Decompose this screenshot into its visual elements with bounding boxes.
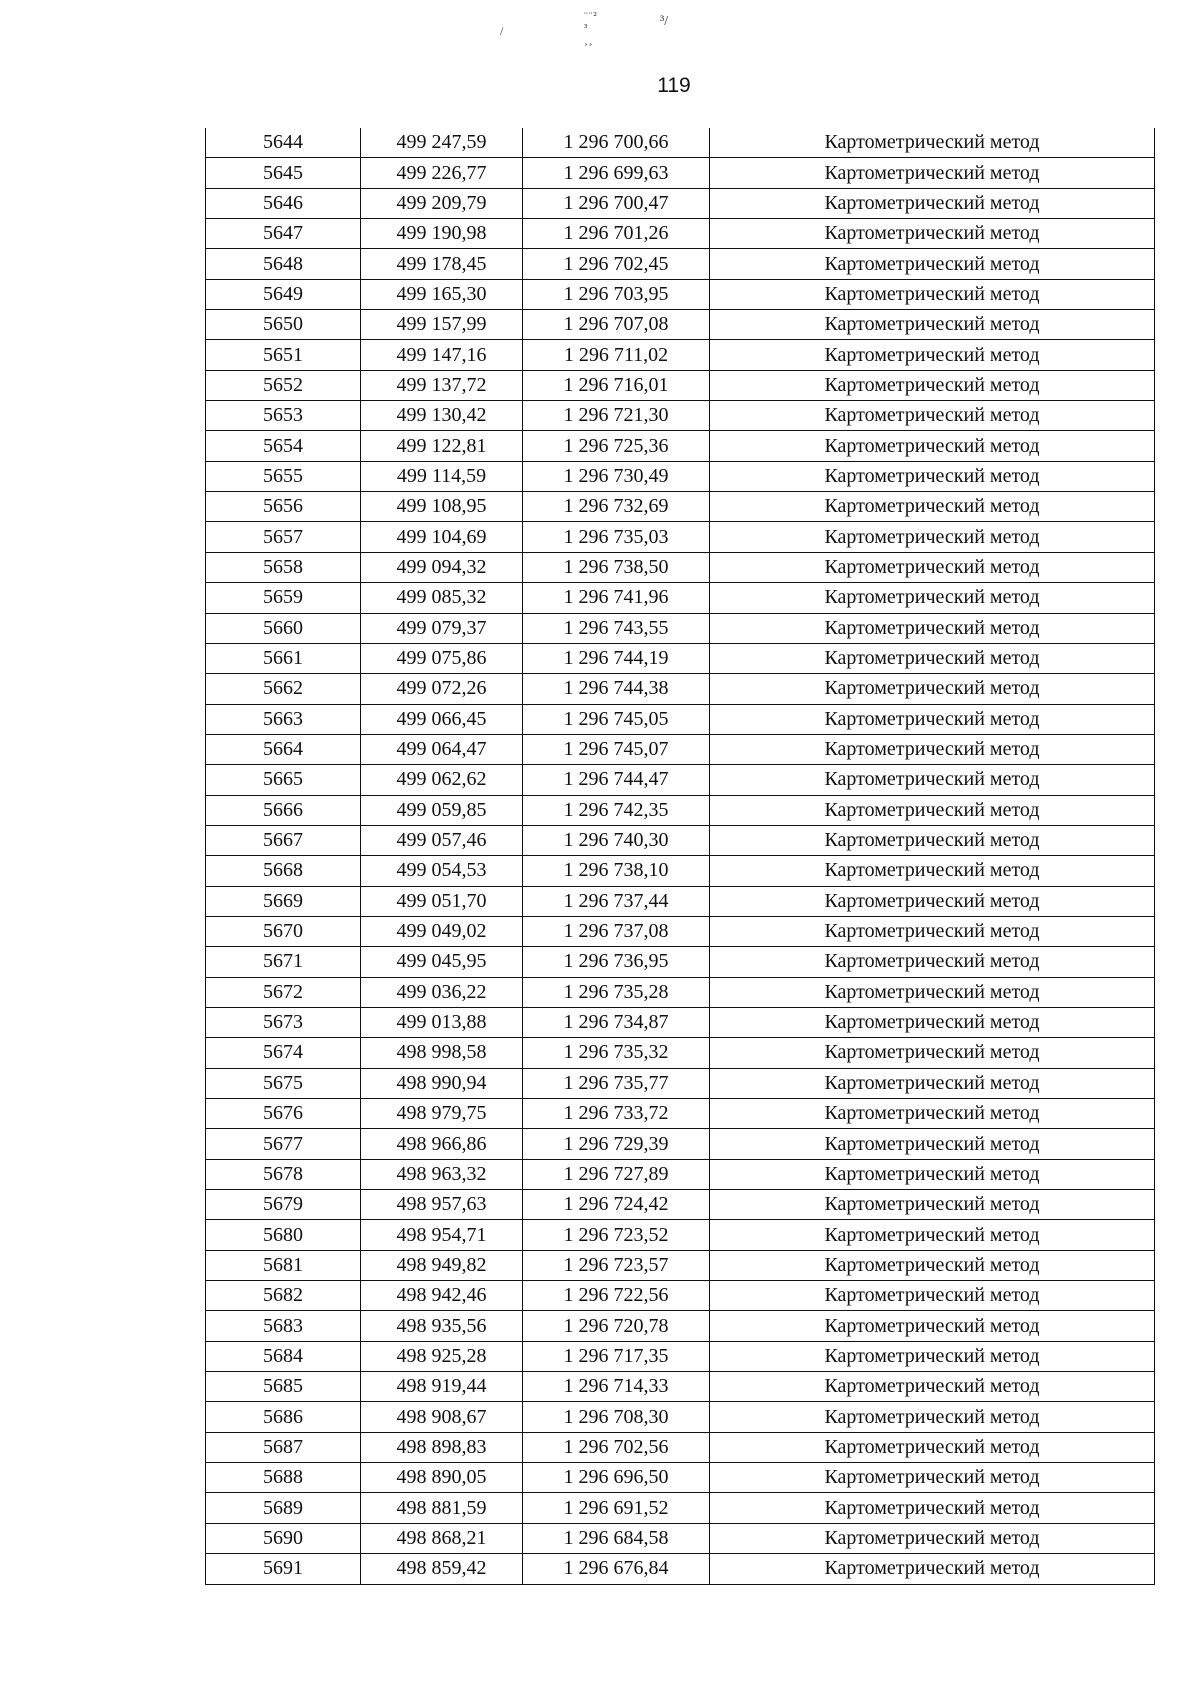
x-coordinate-cell: 499 104,69 <box>361 522 523 552</box>
x-coordinate-cell: 499 178,45 <box>361 249 523 279</box>
method-cell: Картометрический метод <box>710 158 1155 188</box>
table-row <box>206 279 1155 309</box>
method-cell: Картометрический метод <box>710 1341 1155 1371</box>
table-row <box>206 1220 1155 1250</box>
point-number-cell: 5670 <box>206 916 361 946</box>
y-coordinate-cell: 1 296 733,72 <box>523 1099 710 1129</box>
point-number-cell: 5665 <box>206 765 361 795</box>
point-number-cell: 5658 <box>206 552 361 582</box>
x-coordinate-cell: 499 079,37 <box>361 613 523 643</box>
table-row <box>206 1523 1155 1553</box>
table-row <box>206 1281 1155 1311</box>
method-cell: Картометрический метод <box>710 704 1155 734</box>
method-cell: Картометрический метод <box>710 1220 1155 1250</box>
method-cell: Картометрический метод <box>710 1311 1155 1341</box>
point-number-cell: 5661 <box>206 643 361 673</box>
x-coordinate-cell: 499 051,70 <box>361 886 523 916</box>
y-coordinate-cell: 1 296 676,84 <box>523 1554 710 1584</box>
point-number-cell: 5674 <box>206 1038 361 1068</box>
y-coordinate-cell: 1 296 735,32 <box>523 1038 710 1068</box>
method-cell: Картометрический метод <box>710 461 1155 491</box>
method-cell: Картометрический метод <box>710 1250 1155 1280</box>
method-cell: Картометрический метод <box>710 552 1155 582</box>
method-cell: Картометрический метод <box>710 886 1155 916</box>
point-number-cell: 5678 <box>206 1159 361 1189</box>
x-coordinate-cell: 498 868,21 <box>361 1523 523 1553</box>
y-coordinate-cell: 1 296 702,45 <box>523 249 710 279</box>
table-row <box>206 1099 1155 1129</box>
method-cell: Картометрический метод <box>710 674 1155 704</box>
y-coordinate-cell: 1 296 703,95 <box>523 279 710 309</box>
point-number-cell: 5675 <box>206 1068 361 1098</box>
method-cell: Картометрический метод <box>710 1129 1155 1159</box>
x-coordinate-cell: 498 954,71 <box>361 1220 523 1250</box>
x-coordinate-cell: 499 064,47 <box>361 734 523 764</box>
method-cell: Картометрический метод <box>710 734 1155 764</box>
y-coordinate-cell: 1 296 699,63 <box>523 158 710 188</box>
table-row <box>206 916 1155 946</box>
x-coordinate-cell: 499 114,59 <box>361 461 523 491</box>
x-coordinate-cell: 499 075,86 <box>361 643 523 673</box>
method-cell: Картометрический метод <box>710 492 1155 522</box>
x-coordinate-cell: 498 979,75 <box>361 1099 523 1129</box>
point-number-cell: 5685 <box>206 1372 361 1402</box>
point-number-cell: 5683 <box>206 1311 361 1341</box>
method-cell: Картометрический метод <box>710 522 1155 552</box>
point-number-cell: 5652 <box>206 370 361 400</box>
point-number-cell: 5647 <box>206 219 361 249</box>
x-coordinate-cell: 498 998,58 <box>361 1038 523 1068</box>
point-number-cell: 5653 <box>206 401 361 431</box>
method-cell: Картометрический метод <box>710 1099 1155 1129</box>
point-number-cell: 5656 <box>206 492 361 522</box>
y-coordinate-cell: 1 296 734,87 <box>523 1007 710 1037</box>
page-number: 119 <box>657 74 691 97</box>
point-number-cell: 5664 <box>206 734 361 764</box>
table-row <box>206 795 1155 825</box>
y-coordinate-cell: 1 296 708,30 <box>523 1402 710 1432</box>
table-row <box>206 370 1155 400</box>
y-coordinate-cell: 1 296 684,58 <box>523 1523 710 1553</box>
x-coordinate-cell: 498 881,59 <box>361 1493 523 1523</box>
y-coordinate-cell: 1 296 707,08 <box>523 310 710 340</box>
x-coordinate-cell: 498 859,42 <box>361 1554 523 1584</box>
x-coordinate-cell: 498 925,28 <box>361 1341 523 1371</box>
table-row <box>206 1038 1155 1068</box>
point-number-cell: 5668 <box>206 856 361 886</box>
method-cell: Картометрический метод <box>710 1463 1155 1493</box>
method-cell: Картометрический метод <box>710 431 1155 461</box>
y-coordinate-cell: 1 296 738,50 <box>523 552 710 582</box>
point-number-cell: 5687 <box>206 1432 361 1462</box>
x-coordinate-cell: 499 059,85 <box>361 795 523 825</box>
table-row <box>206 583 1155 613</box>
point-number-cell: 5677 <box>206 1129 361 1159</box>
table-row <box>206 249 1155 279</box>
x-coordinate-cell: 499 122,81 <box>361 431 523 461</box>
table-row <box>206 219 1155 249</box>
x-coordinate-cell: 498 890,05 <box>361 1463 523 1493</box>
method-cell: Картометрический метод <box>710 1068 1155 1098</box>
table-row <box>206 310 1155 340</box>
point-number-cell: 5667 <box>206 825 361 855</box>
y-coordinate-cell: 1 296 742,35 <box>523 795 710 825</box>
table-row <box>206 886 1155 916</box>
method-cell: Картометрический метод <box>710 613 1155 643</box>
x-coordinate-cell: 498 908,67 <box>361 1402 523 1432</box>
point-number-cell: 5672 <box>206 977 361 1007</box>
table-row <box>206 401 1155 431</box>
y-coordinate-cell: 1 296 701,26 <box>523 219 710 249</box>
table-row <box>206 522 1155 552</box>
x-coordinate-cell: 499 072,26 <box>361 674 523 704</box>
y-coordinate-cell: 1 296 744,38 <box>523 674 710 704</box>
table-row <box>206 1493 1155 1523</box>
point-number-cell: 5681 <box>206 1250 361 1280</box>
x-coordinate-cell: 498 990,94 <box>361 1068 523 1098</box>
table-row <box>206 674 1155 704</box>
method-cell: Картометрический метод <box>710 583 1155 613</box>
point-number-cell: 5666 <box>206 795 361 825</box>
point-number-cell: 5689 <box>206 1493 361 1523</box>
table-row <box>206 1250 1155 1280</box>
x-coordinate-cell: 499 108,95 <box>361 492 523 522</box>
point-number-cell: 5651 <box>206 340 361 370</box>
point-number-cell: 5645 <box>206 158 361 188</box>
method-cell: Картометрический метод <box>710 1159 1155 1189</box>
point-number-cell: 5660 <box>206 613 361 643</box>
x-coordinate-cell: 499 147,16 <box>361 340 523 370</box>
y-coordinate-cell: 1 296 714,33 <box>523 1372 710 1402</box>
table-row <box>206 1007 1155 1037</box>
table-row <box>206 704 1155 734</box>
table-row <box>206 340 1155 370</box>
x-coordinate-cell: 498 919,44 <box>361 1372 523 1402</box>
table-row <box>206 1554 1155 1584</box>
y-coordinate-cell: 1 296 729,39 <box>523 1129 710 1159</box>
x-coordinate-cell: 499 190,98 <box>361 219 523 249</box>
table-row <box>206 158 1155 188</box>
table-row <box>206 1341 1155 1371</box>
method-cell: Картометрический метод <box>710 401 1155 431</box>
method-cell: Картометрический метод <box>710 947 1155 977</box>
x-coordinate-cell: 499 226,77 <box>361 158 523 188</box>
method-cell: Картометрический метод <box>710 249 1155 279</box>
table-row <box>206 613 1155 643</box>
x-coordinate-cell: 499 062,62 <box>361 765 523 795</box>
method-cell: Картометрический метод <box>710 856 1155 886</box>
method-cell: Картометрический метод <box>710 916 1155 946</box>
point-number-cell: 5686 <box>206 1402 361 1432</box>
y-coordinate-cell: 1 296 737,44 <box>523 886 710 916</box>
point-number-cell: 5649 <box>206 279 361 309</box>
method-cell: Картометрический метод <box>710 1190 1155 1220</box>
x-coordinate-cell: 499 013,88 <box>361 1007 523 1037</box>
x-coordinate-cell: 499 057,46 <box>361 825 523 855</box>
y-coordinate-cell: 1 296 702,56 <box>523 1432 710 1462</box>
table-row <box>206 1159 1155 1189</box>
table-row <box>206 1463 1155 1493</box>
y-coordinate-cell: 1 296 711,02 <box>523 340 710 370</box>
point-number-cell: 5659 <box>206 583 361 613</box>
x-coordinate-cell: 499 066,45 <box>361 704 523 734</box>
x-coordinate-cell: 499 049,02 <box>361 916 523 946</box>
method-cell: Картометрический метод <box>710 977 1155 1007</box>
method-cell: Картометрический метод <box>710 219 1155 249</box>
point-number-cell: 5688 <box>206 1463 361 1493</box>
point-number-cell: 5646 <box>206 188 361 218</box>
x-coordinate-cell: 498 942,46 <box>361 1281 523 1311</box>
y-coordinate-cell: 1 296 730,49 <box>523 461 710 491</box>
y-coordinate-cell: 1 296 735,03 <box>523 522 710 552</box>
y-coordinate-cell: 1 296 744,19 <box>523 643 710 673</box>
method-cell: Картометрический метод <box>710 188 1155 218</box>
table-row <box>206 188 1155 218</box>
y-coordinate-cell: 1 296 737,08 <box>523 916 710 946</box>
x-coordinate-cell: 499 036,22 <box>361 977 523 1007</box>
method-cell: Картометрический метод <box>710 1493 1155 1523</box>
coordinates-table-body <box>206 128 1155 1584</box>
table-row <box>206 1372 1155 1402</box>
y-coordinate-cell: 1 296 700,47 <box>523 188 710 218</box>
table-row <box>206 1402 1155 1432</box>
point-number-cell: 5662 <box>206 674 361 704</box>
y-coordinate-cell: 1 296 717,35 <box>523 1341 710 1371</box>
scan-mark: ³/ <box>660 14 669 29</box>
x-coordinate-cell: 499 054,53 <box>361 856 523 886</box>
table-row <box>206 765 1155 795</box>
x-coordinate-cell: 498 957,63 <box>361 1190 523 1220</box>
y-coordinate-cell: 1 296 743,55 <box>523 613 710 643</box>
point-number-cell: 5669 <box>206 886 361 916</box>
point-number-cell: 5657 <box>206 522 361 552</box>
method-cell: Картометрический метод <box>710 1372 1155 1402</box>
method-cell: Картометрический метод <box>710 795 1155 825</box>
y-coordinate-cell: 1 296 741,96 <box>523 583 710 613</box>
point-number-cell: 5684 <box>206 1341 361 1371</box>
y-coordinate-cell: 1 296 700,66 <box>523 128 710 158</box>
table-row <box>206 643 1155 673</box>
point-number-cell: 5644 <box>206 128 361 158</box>
y-coordinate-cell: 1 296 740,30 <box>523 825 710 855</box>
table-row <box>206 977 1155 1007</box>
point-number-cell: 5648 <box>206 249 361 279</box>
x-coordinate-cell: 499 085,32 <box>361 583 523 613</box>
x-coordinate-cell: 499 130,42 <box>361 401 523 431</box>
y-coordinate-cell: 1 296 722,56 <box>523 1281 710 1311</box>
y-coordinate-cell: 1 296 720,78 <box>523 1311 710 1341</box>
method-cell: Картометрический метод <box>710 1038 1155 1068</box>
y-coordinate-cell: 1 296 735,77 <box>523 1068 710 1098</box>
method-cell: Картометрический метод <box>710 279 1155 309</box>
point-number-cell: 5663 <box>206 704 361 734</box>
method-cell: Картометрический метод <box>710 1554 1155 1584</box>
table-row <box>206 552 1155 582</box>
x-coordinate-cell: 499 165,30 <box>361 279 523 309</box>
y-coordinate-cell: 1 296 735,28 <box>523 977 710 1007</box>
table-row <box>206 1129 1155 1159</box>
point-number-cell: 5671 <box>206 947 361 977</box>
table-row <box>206 947 1155 977</box>
y-coordinate-cell: 1 296 744,47 <box>523 765 710 795</box>
table-row <box>206 461 1155 491</box>
point-number-cell: 5690 <box>206 1523 361 1553</box>
method-cell: Картометрический метод <box>710 1523 1155 1553</box>
y-coordinate-cell: 1 296 723,57 <box>523 1250 710 1280</box>
y-coordinate-cell: 1 296 696,50 <box>523 1463 710 1493</box>
x-coordinate-cell: 498 966,86 <box>361 1129 523 1159</box>
y-coordinate-cell: 1 296 738,10 <box>523 856 710 886</box>
x-coordinate-cell: 499 209,79 <box>361 188 523 218</box>
y-coordinate-cell: 1 296 745,05 <box>523 704 710 734</box>
x-coordinate-cell: 499 094,32 <box>361 552 523 582</box>
scan-mark: ¨¨² ³ ¸¸ <box>584 10 598 46</box>
table-row <box>206 431 1155 461</box>
table-row <box>206 492 1155 522</box>
point-number-cell: 5650 <box>206 310 361 340</box>
method-cell: Картометрический метод <box>710 1402 1155 1432</box>
point-number-cell: 5682 <box>206 1281 361 1311</box>
table-row <box>206 825 1155 855</box>
x-coordinate-cell: 498 935,56 <box>361 1311 523 1341</box>
table-row <box>206 856 1155 886</box>
point-number-cell: 5673 <box>206 1007 361 1037</box>
x-coordinate-cell: 499 137,72 <box>361 370 523 400</box>
table-row <box>206 1432 1155 1462</box>
point-number-cell: 5680 <box>206 1220 361 1250</box>
method-cell: Картометрический метод <box>710 1281 1155 1311</box>
method-cell: Картометрический метод <box>710 1007 1155 1037</box>
x-coordinate-cell: 499 045,95 <box>361 947 523 977</box>
coordinates-table <box>205 128 1155 1585</box>
method-cell: Картометрический метод <box>710 643 1155 673</box>
y-coordinate-cell: 1 296 732,69 <box>523 492 710 522</box>
method-cell: Картометрический метод <box>710 1432 1155 1462</box>
table-row <box>206 1068 1155 1098</box>
y-coordinate-cell: 1 296 721,30 <box>523 401 710 431</box>
y-coordinate-cell: 1 296 724,42 <box>523 1190 710 1220</box>
point-number-cell: 5655 <box>206 461 361 491</box>
method-cell: Картометрический метод <box>710 825 1155 855</box>
method-cell: Картометрический метод <box>710 765 1155 795</box>
x-coordinate-cell: 499 157,99 <box>361 310 523 340</box>
point-number-cell: 5654 <box>206 431 361 461</box>
point-number-cell: 5691 <box>206 1554 361 1584</box>
method-cell: Картометрический метод <box>710 310 1155 340</box>
point-number-cell: 5679 <box>206 1190 361 1220</box>
y-coordinate-cell: 1 296 727,89 <box>523 1159 710 1189</box>
y-coordinate-cell: 1 296 725,36 <box>523 431 710 461</box>
x-coordinate-cell: 498 949,82 <box>361 1250 523 1280</box>
method-cell: Картометрический метод <box>710 128 1155 158</box>
x-coordinate-cell: 498 898,83 <box>361 1432 523 1462</box>
point-number-cell: 5676 <box>206 1099 361 1129</box>
table-row <box>206 734 1155 764</box>
y-coordinate-cell: 1 296 723,52 <box>523 1220 710 1250</box>
y-coordinate-cell: 1 296 691,52 <box>523 1493 710 1523</box>
table-row <box>206 1190 1155 1220</box>
x-coordinate-cell: 498 963,32 <box>361 1159 523 1189</box>
x-coordinate-cell: 499 247,59 <box>361 128 523 158</box>
y-coordinate-cell: 1 296 736,95 <box>523 947 710 977</box>
y-coordinate-cell: 1 296 716,01 <box>523 370 710 400</box>
method-cell: Картометрический метод <box>710 370 1155 400</box>
scan-mark: / <box>500 24 504 38</box>
table-row <box>206 128 1155 158</box>
method-cell: Картометрический метод <box>710 340 1155 370</box>
table-row <box>206 1311 1155 1341</box>
y-coordinate-cell: 1 296 745,07 <box>523 734 710 764</box>
